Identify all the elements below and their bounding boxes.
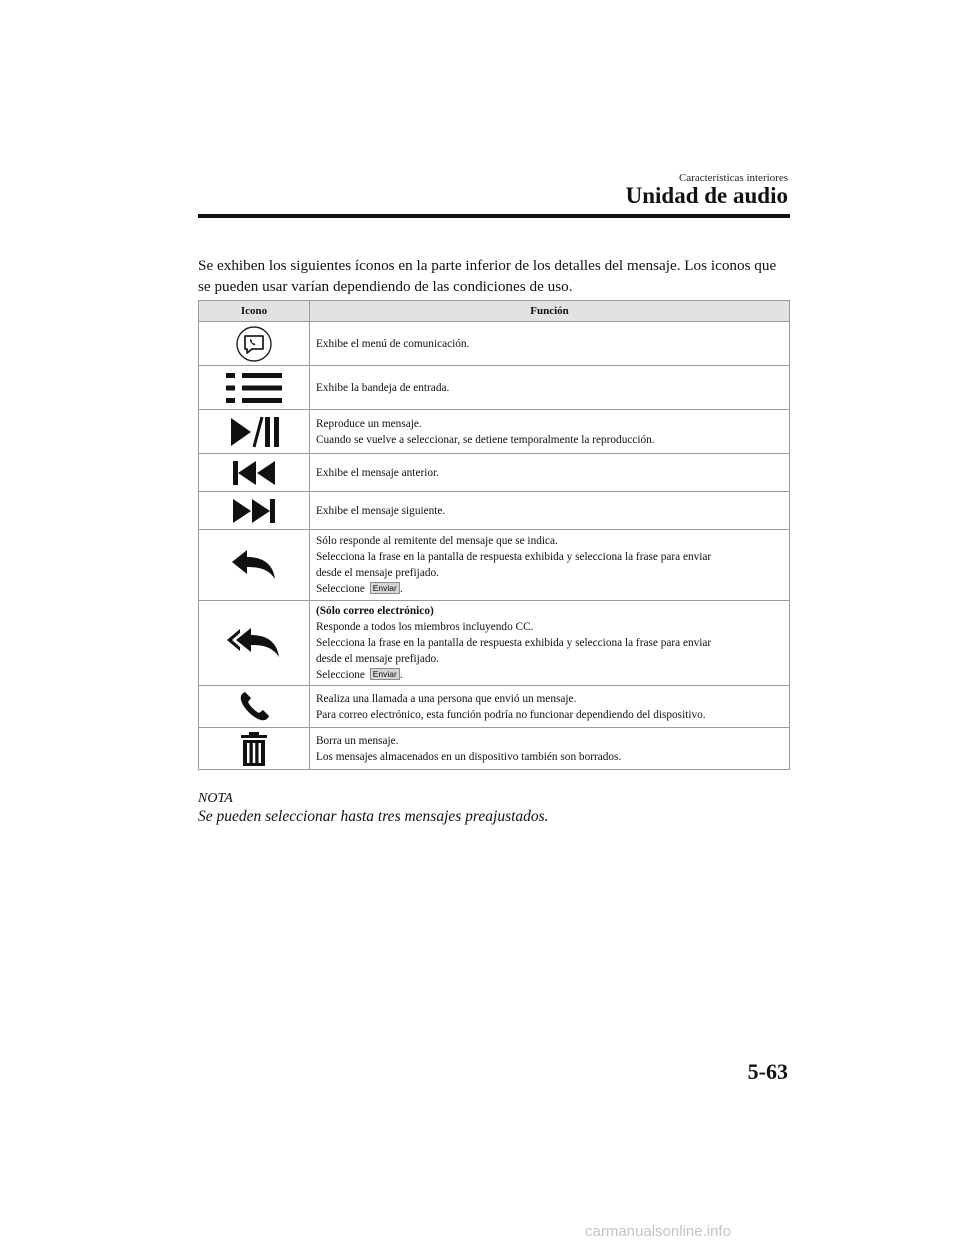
row-text-line: Selecciona la frase en la pantalla de respuesta exhibida y selecciona la frase para enviar [316, 637, 712, 649]
column-header-function: Función [310, 301, 790, 322]
row-text-line: Exhibe la bandeja de entrada. [316, 381, 450, 394]
communication-menu-icon [234, 324, 274, 364]
reply-all-icon [225, 626, 283, 660]
header-chapter-title: Unidad de audio [625, 183, 788, 208]
row-text-line: Borra un mensaje. [316, 734, 399, 747]
phone-icon [237, 690, 271, 724]
select-prefix: Seleccione [316, 583, 365, 595]
select-suffix: . [399, 669, 403, 681]
enviar-button[interactable]: Enviar [370, 582, 400, 594]
row-text-line: Exhibe el mensaje siguiente. [316, 504, 446, 517]
select-suffix: . [399, 583, 403, 595]
column-header-icon: Icono [199, 301, 310, 322]
enviar-button[interactable]: Enviar [370, 668, 400, 680]
row-text-line: Exhibe el menú de comunicación. [316, 337, 470, 350]
row-heading: (Sólo correo electrónico) [316, 605, 434, 617]
row-select-line [316, 581, 783, 597]
row-text-line: Realiza una llamada a una persona que envió un mensaje. [316, 692, 577, 705]
table-row [199, 530, 790, 601]
watermark-text: carmanualsonline.info [585, 1223, 731, 1240]
next-icon [230, 496, 278, 526]
icons-table [198, 300, 790, 770]
row-text-line: Cuando se vuelve a seleccionar, se detiene temporalmente la reproducción. [316, 433, 655, 446]
header-section-title: Características interiores [678, 172, 788, 184]
trash-icon [239, 731, 269, 767]
note-title: NOTA [198, 791, 233, 806]
row-text-line: Exhibe el mensaje anterior. [316, 466, 439, 479]
row-text-line: desde el mensaje prefijado. [316, 653, 439, 665]
table-header-row [199, 301, 790, 322]
table-row [199, 410, 790, 454]
table-row [199, 728, 790, 770]
previous-icon [230, 458, 278, 488]
row-select-line [316, 667, 783, 683]
row-text-line: Reproduce un mensaje. [316, 417, 422, 430]
row-text-line: Para correo electrónico, esta función podría no funcionar dependiendo del dispositivo. [316, 708, 706, 721]
table-row [199, 492, 790, 530]
table-row [199, 366, 790, 410]
table-row [199, 454, 790, 492]
row-text-line: desde el mensaje prefijado. [316, 567, 439, 579]
table-row [199, 322, 790, 366]
page-number: 5-63 [747, 1059, 788, 1084]
select-prefix: Seleccione [316, 669, 365, 681]
note-text: Se pueden seleccionar hasta tres mensajes preajustados. [198, 808, 549, 825]
row-text-line: Sólo responde al remitente del mensaje que se indica. [316, 535, 558, 547]
table-row [199, 686, 790, 728]
row-text-line: Los mensajes almacenados en un dispositivo también son borrados. [316, 750, 622, 763]
row-text-line: Selecciona la frase en la pantalla de respuesta exhibida y selecciona la frase para enviar [316, 551, 712, 563]
intro-paragraph: Se exhiben los siguientes íconos en la parte inferior de los detalles del mensaje. Los iconos que se pueden usar varían dependiendo de las condiciones de uso. [198, 257, 777, 295]
row-text-line: Responde a todos los miembros incluyendo CC. [316, 621, 534, 633]
table-row [199, 601, 790, 686]
inbox-list-icon [224, 370, 284, 406]
play-pause-icon [226, 414, 282, 450]
reply-icon [229, 548, 279, 582]
header-rule [198, 214, 790, 218]
